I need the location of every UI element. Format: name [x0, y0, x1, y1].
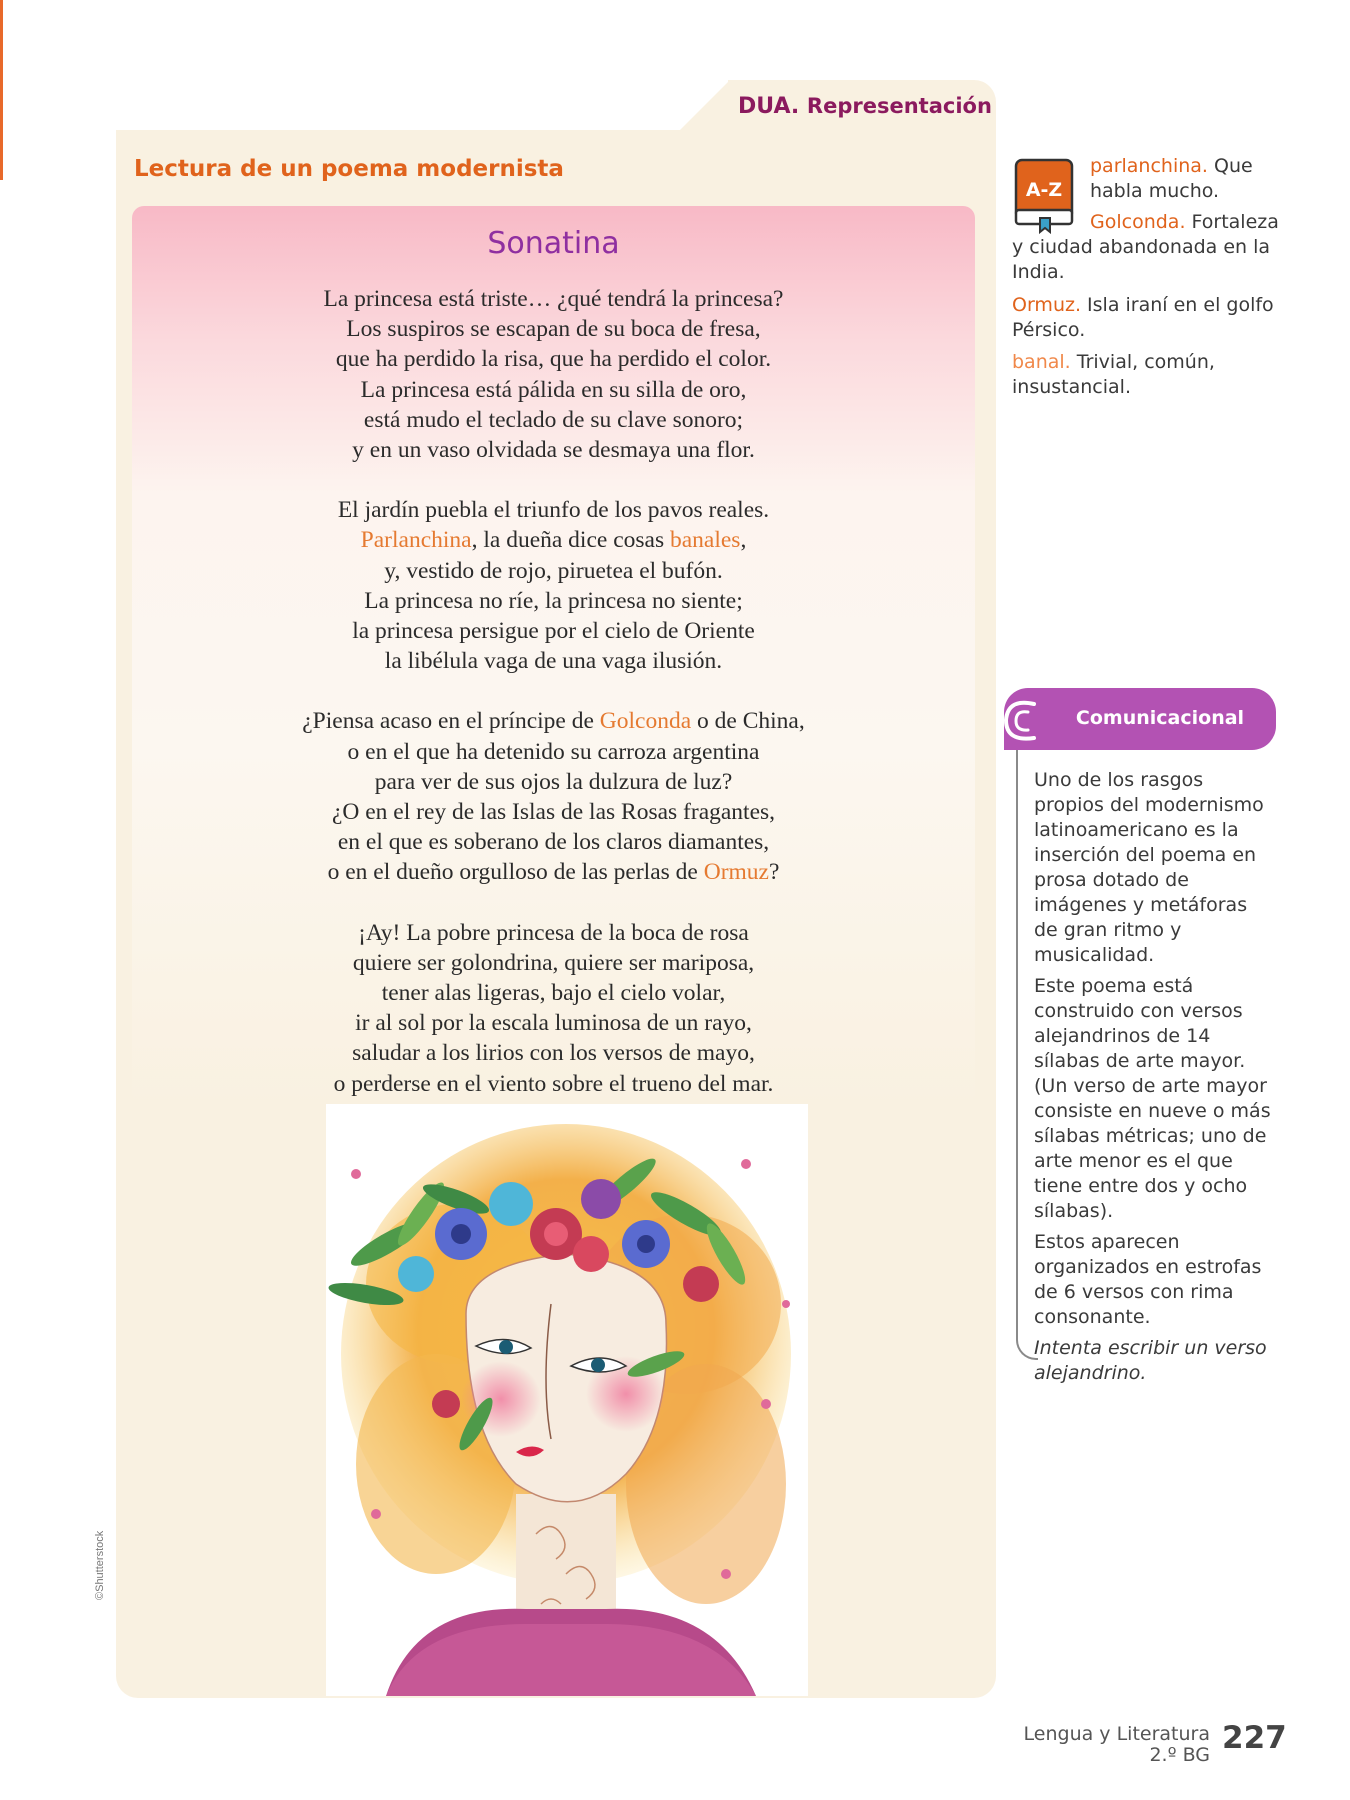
page-edge-accent — [0, 0, 3, 180]
glossary-entry-golconda — [1012, 210, 1282, 285]
right-iris — [591, 1358, 605, 1372]
glossary-term-banales[interactable]: banales — [669, 527, 741, 554]
dua-label — [738, 94, 992, 119]
glossary-term-golconda[interactable]: Golconda — [599, 708, 692, 735]
verse: La princesa no ríe, la princesa no siente; — [364, 587, 743, 614]
glossary-definition: Isla iraní en el golfo Pérsico. — [1012, 294, 1274, 341]
verse: la libélula vaga de una vaga ilusión. — [384, 648, 723, 675]
dua-tab-slope — [680, 80, 730, 130]
glossary-term-parlanchina[interactable]: Parlanchina — [360, 527, 472, 554]
princess-illustration — [326, 1104, 808, 1696]
comunicacional-paragraph: Uno de los rasgos propios del modernismo latinoamericano es la inserción del poema en prosa dotado de imágenes y metáforas de gran ritmo y musicalidad. — [1034, 769, 1264, 966]
footer-subject-name: Lengua y Literatura — [1023, 1723, 1210, 1745]
comunicacional-prompt: Intenta escribir un verso alejandrino. — [1034, 1337, 1267, 1384]
verse: o en el que ha detenido su carroza argentina — [347, 738, 760, 765]
verse-fragment: , la dueña dice cosas — [471, 527, 670, 554]
verse: la princesa persigue por el cielo de Oriente — [352, 618, 755, 645]
stanza-2 — [132, 495, 975, 676]
glossary-definition: Trivial, común, insustancial. — [1012, 351, 1215, 398]
verse-fragment: ¿Piensa acaso en el príncipe de — [302, 708, 600, 735]
verse: para ver de sus ojos la dulzura de luz? — [374, 768, 733, 795]
glossary-term: parlanchina. — [1090, 155, 1208, 177]
glossary-entry-ormuz — [1012, 293, 1282, 343]
footer-grade: 2.º BG — [1149, 1744, 1210, 1766]
glossary-term: Golconda. — [1090, 211, 1186, 233]
stanza-3 — [132, 706, 975, 887]
verse — [132, 525, 975, 555]
poem-title: Sonatina — [487, 226, 620, 261]
verse: ¡Ay! La pobre princesa de la boca de rosa — [358, 919, 749, 946]
glossary-entry-banal — [1012, 350, 1282, 400]
stanza-4 — [132, 918, 975, 1099]
verse-fragment: o en el dueño orgulloso de las perlas de — [327, 859, 704, 886]
page-number: 227 — [1222, 1720, 1287, 1756]
comunicacional-paragraph: Estos aparecen organizados en estrofas de 6 versos con rima consonante. — [1034, 1231, 1262, 1328]
left-iris — [499, 1340, 513, 1354]
dua-subtitle: Representación — [806, 94, 992, 118]
verse: La princesa está triste… ¿qué tendrá la princesa? — [323, 286, 784, 312]
verse: tener alas ligeras, bajo el cielo volar, — [381, 980, 726, 1007]
comunicacional-body — [1034, 768, 1274, 1392]
section-title: Lectura de un poema modernista — [134, 156, 564, 182]
verse: y en un vaso olvidada se desmaya una flor. — [352, 437, 755, 464]
verse: saludar a los lirios con los versos de mayo, — [352, 1040, 755, 1067]
glossary-term: Ormuz. — [1012, 294, 1081, 316]
verse-fragment: o de China, — [691, 708, 805, 735]
comunicacional-title: Comunicacional — [1075, 707, 1245, 729]
verse: ¿O en el rey de las Islas de las Rosas fragantes, — [331, 799, 776, 826]
verse: El jardín puebla el triunfo de los pavos reales. — [337, 497, 770, 524]
verse: ir al sol por la escala luminosa de un rayo, — [355, 1010, 752, 1037]
glossary-icon-label: A-Z — [1025, 179, 1063, 201]
glossary-term: banal. — [1012, 351, 1071, 373]
verse — [132, 857, 975, 887]
verse: está mudo el teclado de su clave sonoro; — [363, 406, 744, 433]
glossary-term-ormuz[interactable]: Ormuz — [703, 859, 769, 886]
glossary-definition: Fortaleza y ciudad abandonada en la India. — [1012, 211, 1279, 283]
verse: Los suspiros se escapan de su boca de fresa, — [346, 316, 761, 343]
comunicacional-paragraph: Este poema está construido con versos alejandrinos de 14 sílabas de arte mayor. (Un verso de arte mayor consiste en nueve o más sílabas métricas; uno de arte menor es el que tiene entre dos y ocho sílabas). — [1034, 975, 1271, 1222]
verse: quiere ser golondrina, quiere ser mariposa, — [352, 949, 755, 976]
dua-strong: DUA. — [738, 94, 800, 119]
verse-fragment: ? — [768, 859, 780, 886]
verse — [132, 706, 975, 736]
verse: en el que es soberano de los claros diamantes, — [337, 829, 770, 856]
verse: La princesa está pálida en su silla de oro, — [360, 376, 747, 403]
stanza-1 — [132, 284, 975, 465]
poem-text — [132, 284, 975, 1129]
verse: o perderse en el viento sobre el trueno del mar. — [333, 1070, 774, 1097]
verse-fragment: , — [740, 527, 747, 554]
verse: que ha perdido la risa, que ha perdido el color. — [335, 346, 772, 373]
verse: y, vestido de rojo, piruetea el bufón. — [384, 557, 723, 584]
footer-subject — [1024, 1724, 1210, 1766]
image-credit: ©Shutterstock — [94, 1530, 106, 1600]
glossary-entry-parlanchina — [1090, 154, 1290, 204]
glossary-definition: Que habla mucho. — [1090, 155, 1253, 202]
princess-illustration-art — [326, 1104, 808, 1696]
